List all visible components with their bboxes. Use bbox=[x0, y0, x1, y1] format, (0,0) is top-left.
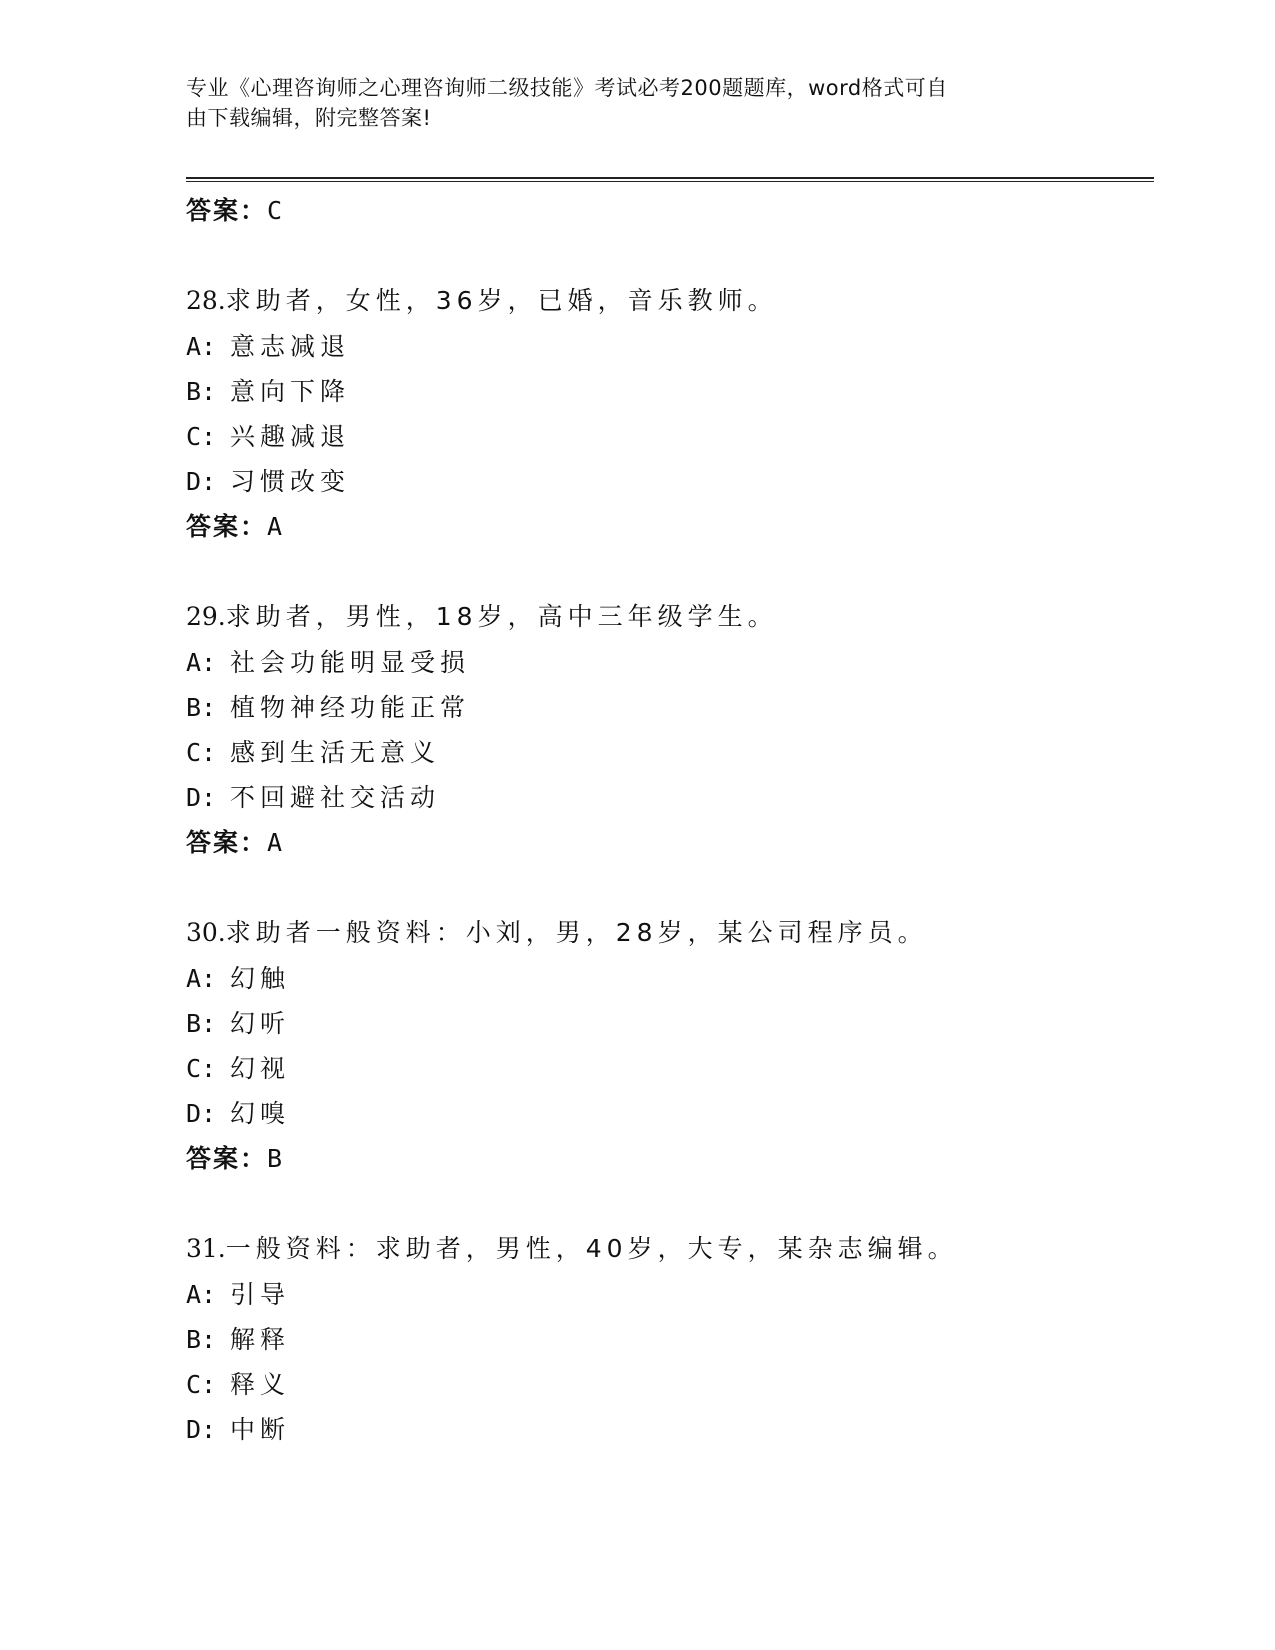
option-d bbox=[186, 1407, 1146, 1452]
spacer bbox=[186, 1182, 1146, 1226]
question-number: 28. bbox=[186, 286, 226, 315]
option-text: 幻嗅 bbox=[230, 1099, 291, 1128]
answer-value: B bbox=[267, 1144, 285, 1173]
option-letter: B: bbox=[186, 377, 217, 406]
option-text: 释义 bbox=[230, 1370, 291, 1399]
option-letter: A: bbox=[186, 648, 217, 677]
option-text: 中断 bbox=[230, 1415, 291, 1444]
option-letter: C: bbox=[186, 1054, 217, 1083]
option-letter: A: bbox=[186, 1280, 217, 1309]
option-letter: D: bbox=[186, 783, 217, 812]
answer-label: 答案： bbox=[186, 512, 268, 541]
option-letter: B: bbox=[186, 1325, 217, 1354]
question-number: 30. bbox=[186, 918, 226, 947]
question-number: 29. bbox=[186, 602, 226, 631]
option-c bbox=[186, 1362, 1146, 1407]
option-a bbox=[186, 640, 1146, 685]
option-letter: A: bbox=[186, 332, 217, 361]
question-text: 求助者，男性，18岁，高中三年级学生。 bbox=[225, 602, 778, 631]
spacer bbox=[186, 234, 1146, 278]
option-d bbox=[186, 1091, 1146, 1136]
answer-label: 答案： bbox=[186, 1144, 268, 1173]
option-c bbox=[186, 730, 1146, 775]
option-b bbox=[186, 1317, 1146, 1362]
option-letter: D: bbox=[186, 467, 217, 496]
option-a bbox=[186, 1272, 1146, 1317]
question-number: 31. bbox=[186, 1234, 226, 1263]
question-stem bbox=[186, 910, 1146, 956]
option-letter: D: bbox=[186, 1415, 217, 1444]
document-header bbox=[186, 73, 1066, 133]
answer-line bbox=[186, 188, 1146, 234]
option-letter: C: bbox=[186, 738, 217, 767]
option-a bbox=[186, 956, 1146, 1001]
option-text: 幻触 bbox=[230, 964, 291, 993]
question-30 bbox=[186, 910, 1146, 1182]
question-text: 求助者，女性，36岁，已婚，音乐教师。 bbox=[225, 286, 778, 315]
option-text: 不回避社交活动 bbox=[230, 783, 441, 812]
option-b bbox=[186, 1001, 1146, 1046]
answer-line bbox=[186, 820, 1146, 866]
question-text: 求助者一般资料：小刘，男，28岁，某公司程序员。 bbox=[225, 918, 928, 947]
header-divider-thick bbox=[186, 177, 1154, 179]
option-text: 意向下降 bbox=[230, 377, 351, 406]
option-letter: C: bbox=[186, 1370, 217, 1399]
option-text: 习惯改变 bbox=[230, 467, 351, 496]
option-b bbox=[186, 369, 1146, 414]
document-body bbox=[186, 188, 1146, 1452]
header-line-2: 由下载编辑，附完整答案! bbox=[186, 106, 432, 130]
option-b bbox=[186, 685, 1146, 730]
option-a bbox=[186, 324, 1146, 369]
answer-line bbox=[186, 504, 1146, 550]
option-letter: B: bbox=[186, 1009, 217, 1038]
question-31 bbox=[186, 1226, 1146, 1452]
answer-value: A bbox=[267, 828, 285, 857]
question-stem bbox=[186, 278, 1146, 324]
option-text: 幻视 bbox=[230, 1054, 291, 1083]
option-text: 意志减退 bbox=[230, 332, 351, 361]
answer-line bbox=[186, 1136, 1146, 1182]
answer-value: C bbox=[267, 196, 285, 225]
question-28 bbox=[186, 278, 1146, 550]
option-letter: D: bbox=[186, 1099, 217, 1128]
spacer bbox=[186, 866, 1146, 910]
header-line-1: 专业《心理咨询师之心理咨询师二级技能》考试必考200题题库，word格式可自 bbox=[186, 76, 948, 100]
option-text: 感到生活无意义 bbox=[230, 738, 441, 767]
option-text: 植物神经功能正常 bbox=[230, 693, 471, 722]
option-d bbox=[186, 459, 1146, 504]
option-letter: A: bbox=[186, 964, 217, 993]
answer-value: A bbox=[267, 512, 285, 541]
question-text: 一般资料：求助者，男性，40岁，大专，某杂志编辑。 bbox=[225, 1234, 958, 1263]
option-c bbox=[186, 414, 1146, 459]
option-c bbox=[186, 1046, 1146, 1091]
question-29 bbox=[186, 594, 1146, 866]
question-stem bbox=[186, 1226, 1146, 1272]
question-stem bbox=[186, 594, 1146, 640]
option-text: 社会功能明显受损 bbox=[230, 648, 471, 677]
answer-label: 答案： bbox=[186, 196, 268, 225]
option-letter: C: bbox=[186, 422, 217, 451]
option-d bbox=[186, 775, 1146, 820]
option-text: 引导 bbox=[230, 1280, 291, 1309]
option-text: 解释 bbox=[230, 1325, 291, 1354]
spacer bbox=[186, 550, 1146, 594]
option-text: 幻听 bbox=[230, 1009, 291, 1038]
answer-label: 答案： bbox=[186, 828, 268, 857]
option-text: 兴趣减退 bbox=[230, 422, 351, 451]
option-letter: B: bbox=[186, 693, 217, 722]
header-divider-thin bbox=[186, 181, 1154, 182]
